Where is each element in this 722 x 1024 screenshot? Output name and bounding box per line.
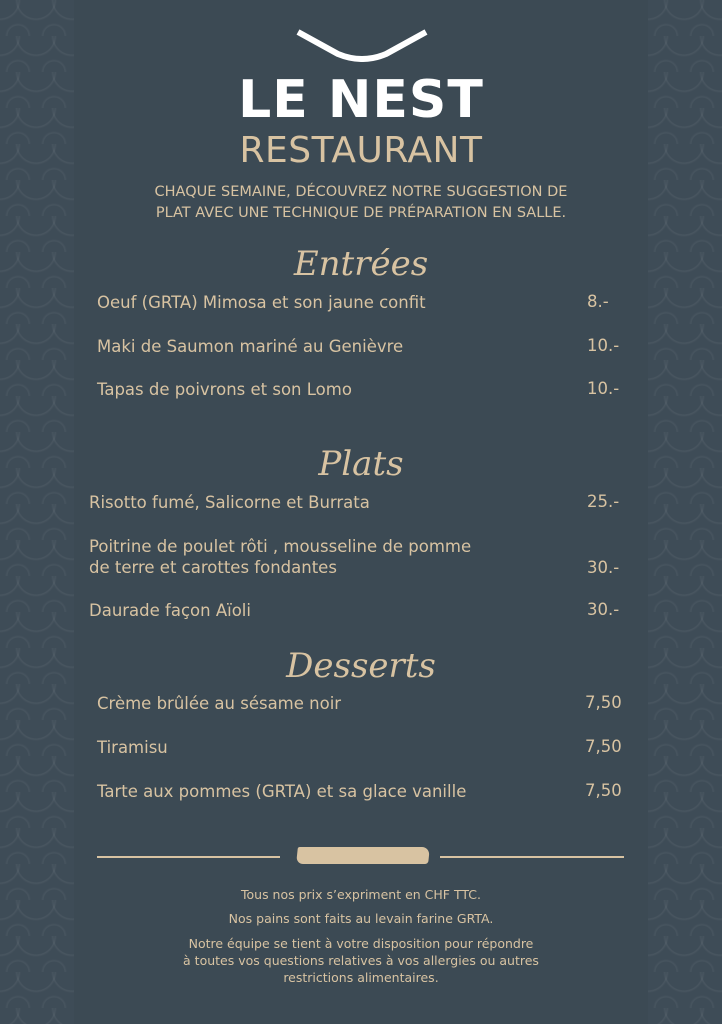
menu-item-name: Maki de Saumon mariné au Genièvre [97, 337, 404, 356]
menu-item-name: Risotto fumé, Salicorne et Burrata [89, 493, 370, 512]
footer-price-note: Tous nos prix s’expriment en CHF TTC. [240, 887, 481, 902]
weekly-suggestion-note: CHAQUE SEMAINE, DÉCOUVREZ NOTRE SUGGESTION DE PLAT AVEC UNE TECHNIQUE DE PRÉPARATION EN SALLE. [154, 184, 568, 221]
menu-item-price: 7,50 [585, 693, 622, 712]
menu-item-price: 10.- [587, 336, 620, 355]
menu-item-name: Oeuf (GRTA) Mimosa et son jaune confit [97, 293, 426, 312]
menu-item-price: 10.- [587, 379, 620, 398]
menu-item-price: 30.- [587, 558, 620, 577]
menu-item-price: 7,50 [585, 737, 622, 756]
menu-item-name: Crème brûlée au sésame noir [97, 694, 342, 713]
restaurant-name: LE NEST [238, 70, 484, 130]
brush-stroke-divider [296, 847, 430, 864]
footer-allergy-note: Notre équipe se tient à votre disposition pour répondre à toutes vos questions relatives à vos allergies ou autres restrictions alimentaires. [183, 936, 539, 985]
menu-item-name: Tiramisu [97, 738, 168, 757]
menu-item-price: 8.- [587, 292, 609, 311]
section-title-desserts: Desserts [286, 646, 436, 686]
menu-item-name: Daurade façon Aïoli [89, 601, 251, 620]
menu-item-name: Tapas de poivrons et son Lomo [97, 380, 352, 399]
menu-item-name: Tarte aux pommes (GRTA) et sa glace vanille [97, 782, 467, 801]
restaurant-subtitle: RESTAURANT [239, 130, 483, 171]
menu-item-price: 30.- [587, 600, 620, 619]
logo-chevron-icon [296, 28, 428, 62]
menu-item-price: 25.- [587, 492, 620, 511]
menu-item-price: 7,50 [585, 781, 622, 800]
divider-line-left [97, 856, 280, 858]
footer-bread-note: Nos pains sont faits au levain farine GRTA. [228, 911, 494, 926]
section-title-plats: Plats [318, 444, 404, 484]
section-title-entrees: Entrées [293, 244, 429, 284]
divider-line-right [440, 856, 624, 858]
menu-item-name: Poitrine de poulet rôti , mousseline de pomme de terre et carottes fondantes [89, 537, 472, 577]
